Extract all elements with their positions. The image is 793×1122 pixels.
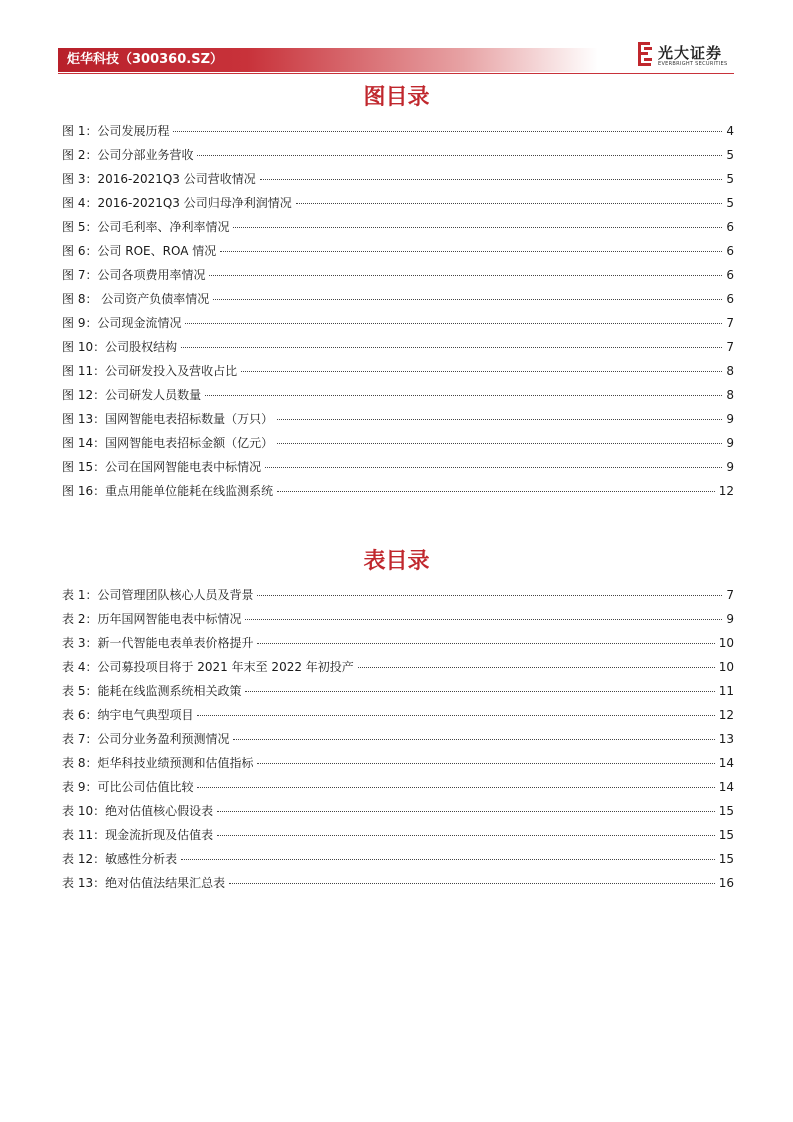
figure-toc-entry-page-number: 6 <box>726 292 734 306</box>
table-toc-entry-page-number: 16 <box>718 876 734 890</box>
everbright-logo <box>636 40 736 72</box>
dot-leader <box>209 275 722 276</box>
header-company-title: 炬华科技（300360.SZ） <box>67 52 224 67</box>
dot-leader <box>181 347 722 348</box>
dot-leader <box>277 419 722 420</box>
dot-leader <box>233 227 722 228</box>
figure-toc-entry-label: 图 8： 公司资产负债率情况 <box>62 292 210 306</box>
dot-leader <box>213 299 722 300</box>
figure-toc-entry-page-number: 7 <box>726 340 734 354</box>
logo-mark-icon <box>636 40 654 68</box>
table-toc-entry-page-number: 9 <box>726 612 734 626</box>
table-toc-entry-page-number: 11 <box>718 684 734 698</box>
table-toc-entry-page-number: 13 <box>718 732 734 746</box>
figure-toc-entry-page-number: 4 <box>726 124 734 138</box>
figure-toc-entry-label: 图 11：公司研发投入及营收占比 <box>62 364 238 378</box>
table-toc-entry[interactable] <box>62 607 734 631</box>
figure-toc-entry-page-number: 12 <box>718 484 734 498</box>
table-toc-entry-page-number: 7 <box>726 588 734 602</box>
table-toc-entry-label: 表 11：现金流折现及估值表 <box>62 828 214 842</box>
table-toc-entry-page-number: 12 <box>718 708 734 722</box>
figure-toc-entry[interactable] <box>62 143 734 167</box>
dot-leader <box>245 691 714 692</box>
figure-toc-entry[interactable] <box>62 455 734 479</box>
dot-leader <box>265 467 722 468</box>
figure-toc-entry[interactable] <box>62 167 734 191</box>
figure-toc-entry-page-number: 8 <box>726 388 734 402</box>
figure-toc-entry-label: 图 12：公司研发人员数量 <box>62 388 202 402</box>
figure-toc-entry-page-number: 8 <box>726 364 734 378</box>
table-toc-entry-label: 表 3：新一代智能电表单表价格提升 <box>62 636 254 650</box>
figure-toc-entry[interactable] <box>62 239 734 263</box>
table-toc-entry[interactable] <box>62 655 734 679</box>
table-toc-entry-label: 表 8：炬华科技业绩预测和估值指标 <box>62 756 254 770</box>
figure-toc-entry-label: 图 2：公司分部业务营收 <box>62 148 194 162</box>
table-toc-entry-label: 表 9：可比公司估值比较 <box>62 780 194 794</box>
figure-toc-entry-label: 图 5：公司毛利率、净利率情况 <box>62 220 230 234</box>
table-toc-entry[interactable] <box>62 751 734 775</box>
table-toc-entry[interactable] <box>62 679 734 703</box>
figure-toc-entry-page-number: 9 <box>726 436 734 450</box>
table-toc-entry-label: 表 2：历年国网智能电表中标情况 <box>62 612 242 626</box>
figure-toc-entry-label: 图 14：国网智能电表招标金额（亿元） <box>62 436 274 450</box>
figure-toc-entry[interactable] <box>62 431 734 455</box>
table-toc-entry-label: 表 7：公司分业务盈利预测情况 <box>62 732 230 746</box>
dot-leader <box>296 203 723 204</box>
figure-toc-entry[interactable] <box>62 359 734 383</box>
table-toc-entry[interactable] <box>62 871 734 895</box>
figure-toc-entry-page-number: 7 <box>726 316 734 330</box>
dot-leader <box>217 835 715 836</box>
dot-leader <box>185 323 722 324</box>
tables-section-title: 表目录 <box>363 549 430 574</box>
figure-toc-entry-label: 图 4：2016-2021Q3 公司归母净利润情况 <box>62 196 292 210</box>
table-toc-entry[interactable] <box>62 823 734 847</box>
table-toc-entry[interactable] <box>62 583 734 607</box>
dot-leader <box>277 491 715 492</box>
dot-leader <box>257 643 714 644</box>
figure-toc-entry-page-number: 5 <box>726 148 734 162</box>
table-toc-entry[interactable] <box>62 775 734 799</box>
table-toc-entry-label: 表 12：敏感性分析表 <box>62 852 178 866</box>
logo-chinese-text: 光大证券 <box>658 44 723 62</box>
figure-toc-entry-label: 图 15：公司在国网智能电表中标情况 <box>62 460 262 474</box>
table-toc-entry-label: 表 1：公司管理团队核心人员及背景 <box>62 588 254 602</box>
figure-toc-entry-label: 图 10：公司股权结构 <box>62 340 178 354</box>
dot-leader <box>260 179 723 180</box>
header-divider <box>58 73 734 74</box>
figure-toc-entry[interactable] <box>62 119 734 143</box>
table-toc-entry-label: 表 4：公司募投项目将于 2021 年末至 2022 年初投产 <box>62 660 354 674</box>
table-toc-entry-page-number: 15 <box>718 828 734 842</box>
figure-toc-entry[interactable] <box>62 263 734 287</box>
dot-leader <box>245 619 722 620</box>
table-toc-entry[interactable] <box>62 631 734 655</box>
figure-toc-entry-page-number: 9 <box>726 412 734 426</box>
table-toc-entry-page-number: 10 <box>718 660 734 674</box>
table-toc-entry-page-number: 14 <box>718 780 734 794</box>
dot-leader <box>205 395 722 396</box>
figures-section-title: 图目录 <box>363 85 430 110</box>
figure-toc-entry-page-number: 5 <box>726 196 734 210</box>
figure-toc-entry-label: 图 16：重点用能单位能耗在线监测系统 <box>62 484 274 498</box>
table-toc-entry[interactable] <box>62 703 734 727</box>
figure-toc-entry[interactable] <box>62 407 734 431</box>
dot-leader <box>241 371 722 372</box>
tables-list <box>62 583 734 895</box>
figure-toc-entry-page-number: 9 <box>726 460 734 474</box>
figure-toc-entry-label: 图 6：公司 ROE、ROA 情况 <box>62 244 217 258</box>
figure-toc-entry-label: 图 3：2016-2021Q3 公司营收情况 <box>62 172 256 186</box>
table-toc-entry-page-number: 10 <box>718 636 734 650</box>
table-toc-entry-label: 表 6：纳宇电气典型项目 <box>62 708 194 722</box>
figure-toc-entry-label: 图 9：公司现金流情况 <box>62 316 182 330</box>
figure-toc-entry[interactable] <box>62 383 734 407</box>
table-toc-entry[interactable] <box>62 799 734 823</box>
figure-toc-entry[interactable] <box>62 287 734 311</box>
dot-leader <box>277 443 722 444</box>
figure-toc-entry[interactable] <box>62 215 734 239</box>
logo-english-text: EVERBRIGHT SECURITIES <box>658 61 728 67</box>
figure-toc-entry-label: 图 7：公司各项费用率情况 <box>62 268 206 282</box>
figure-toc-entry-label: 图 1：公司发展历程 <box>62 124 170 138</box>
dot-leader <box>197 155 722 156</box>
dot-leader <box>181 859 715 860</box>
figure-toc-entry-page-number: 6 <box>726 268 734 282</box>
table-toc-entry-label: 表 10：绝对估值核心假设表 <box>62 804 214 818</box>
figure-toc-entry-page-number: 6 <box>726 220 734 234</box>
dot-leader <box>173 131 722 132</box>
dot-leader <box>197 715 714 716</box>
figure-toc-entry[interactable] <box>62 335 734 359</box>
dot-leader <box>197 787 714 788</box>
dot-leader <box>233 739 714 740</box>
figure-toc-entry-page-number: 6 <box>726 244 734 258</box>
figure-toc-entry-label: 图 13：国网智能电表招标数量（万只） <box>62 412 274 426</box>
table-toc-entry-page-number: 15 <box>718 852 734 866</box>
table-toc-entry-label: 表 5：能耗在线监测系统相关政策 <box>62 684 242 698</box>
table-toc-entry-label: 表 13：绝对估值法结果汇总表 <box>62 876 226 890</box>
figure-toc-entry[interactable] <box>62 311 734 335</box>
dot-leader <box>217 811 715 812</box>
dot-leader <box>220 251 722 252</box>
figure-toc-entry-page-number: 5 <box>726 172 734 186</box>
table-toc-entry[interactable] <box>62 847 734 871</box>
table-toc-entry-page-number: 14 <box>718 756 734 770</box>
table-toc-entry-page-number: 15 <box>718 804 734 818</box>
figure-toc-entry[interactable] <box>62 479 734 503</box>
dot-leader <box>358 667 715 668</box>
dot-leader <box>257 763 714 764</box>
table-toc-entry[interactable] <box>62 727 734 751</box>
figure-toc-entry[interactable] <box>62 191 734 215</box>
dot-leader <box>229 883 715 884</box>
dot-leader <box>257 595 722 596</box>
figures-list <box>62 119 734 503</box>
